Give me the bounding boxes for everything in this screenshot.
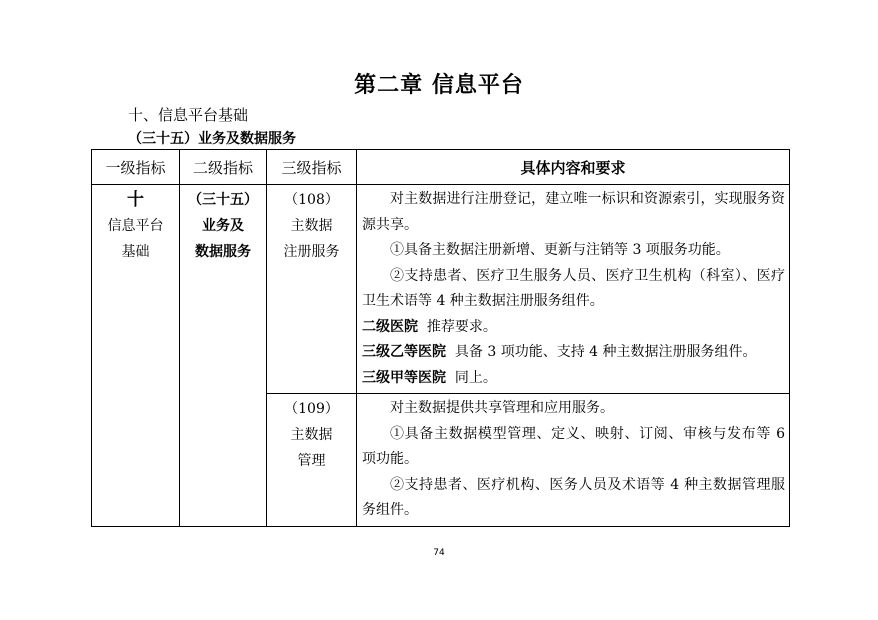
header-level1: 一级指标 [92,150,180,185]
level1-cell [92,185,180,527]
content-paragraph: 对主数据提供共享管理和应用服务。 [390,400,614,416]
hospital-level-text: 具备 3 项功能、支持 4 种主数据注册服务组件。 [454,344,757,360]
content-cell [357,394,790,527]
level1-name-line1: 信息平台 [107,218,164,234]
hospital-level-requirement [362,315,785,341]
subsection-heading: （三十五）业务及数据服务 [128,131,296,147]
header-level2: 二级指标 [180,150,267,185]
table-header-row [92,150,790,185]
level3-name-line2: 注册服务 [283,244,340,260]
indicator-table [91,149,790,527]
level1-name-line2: 基础 [121,244,150,260]
header-content: 具体内容和要求 [357,150,790,185]
chapter-title: 第二章 信息平台 [354,73,524,98]
level3-name-line1: 主数据 [290,427,333,443]
header-level3: 三级指标 [267,150,357,185]
page-number: 74 [433,548,445,558]
content-paragraph: 对主数据进行注册登记，建立唯一标识和资源索引，实现服务资源共享。 [362,191,785,233]
hospital-level-label: 三级甲等医院 [362,369,446,386]
hospital-level-requirement [362,340,785,366]
table-row [92,185,790,394]
content-paragraph: ①具备主数据模型管理、定义、映射、订阅、审核与发布等 6 项功能。 [362,425,785,467]
hospital-level-text: 同上。 [454,369,497,386]
content-paragraph: ②支持患者、医疗机构、医务人员及术语等 4 种主数据管理服务组件。 [362,476,785,518]
level2-number: （三十五） [188,192,258,208]
hospital-level-label: 二级医院 [362,318,418,335]
level1-number: 十 [127,190,144,210]
content-cell [357,185,790,394]
content-paragraph: ②支持患者、医疗卫生服务人员、医疗卫生机构（科室）、医疗卫生术语等 4 种主数据注册服务组件。 [362,267,785,309]
level3-name-line2: 管理 [297,453,326,469]
level3-number: （108） [284,192,339,208]
level2-name-line1: 业务及 [202,218,244,234]
content-paragraph: ①具备主数据注册新增、更新与注销等 3 项服务功能。 [390,242,730,258]
level2-name-line2: 数据服务 [195,244,251,260]
section-heading: 十、信息平台基础 [128,106,249,124]
level3-cell [267,394,357,527]
hospital-level-requirement [362,366,785,392]
level2-cell [180,185,267,527]
level3-number: （109） [284,401,339,417]
hospital-level-text: 推荐要求。 [426,318,497,335]
hospital-level-label: 三级乙等医院 [362,344,446,360]
level3-cell [267,185,357,394]
level3-name-line1: 主数据 [290,218,333,234]
